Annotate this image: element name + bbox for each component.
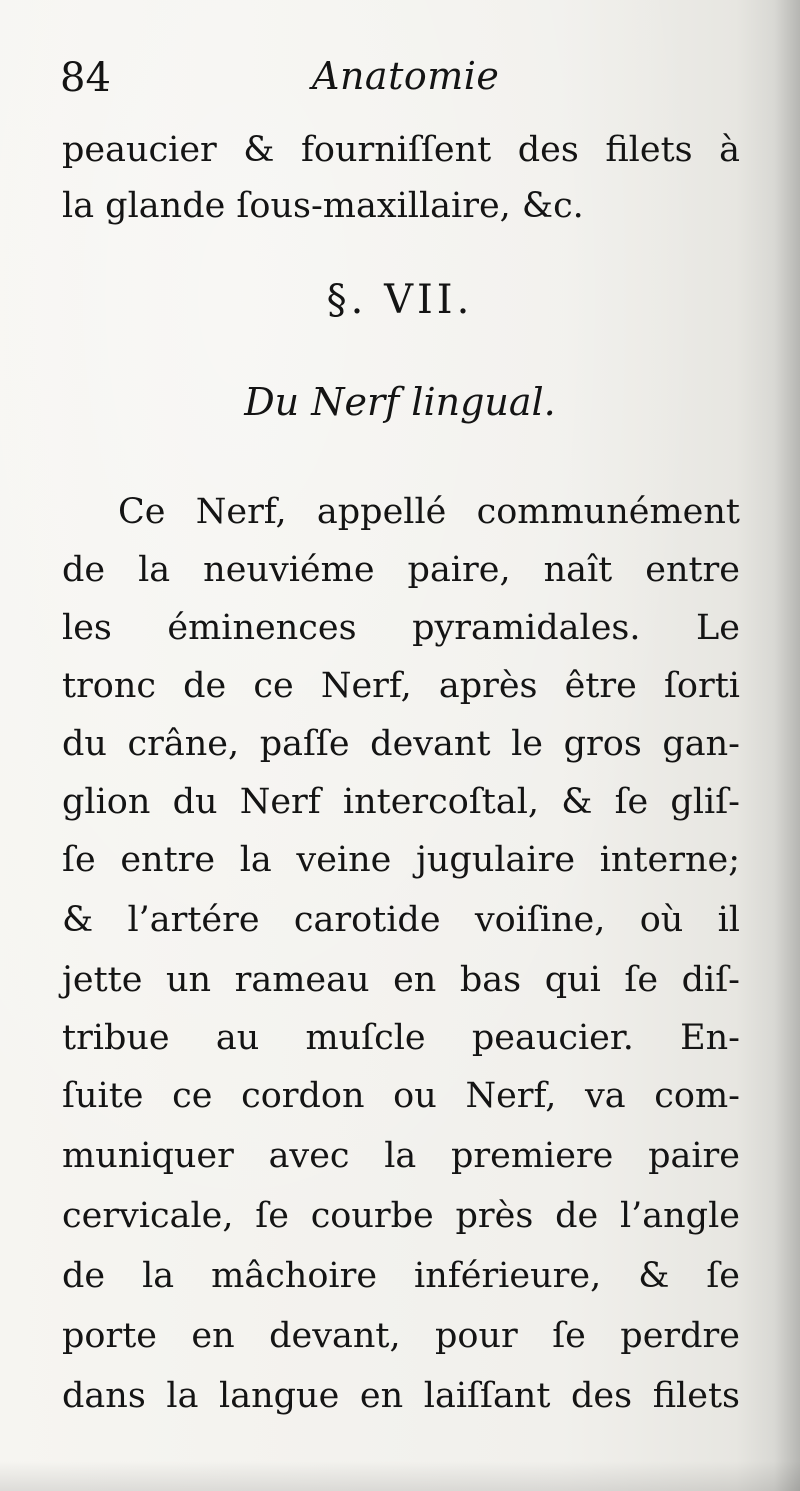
body-line: cervicale, ſe courbe près de l’angle [62,1196,740,1236]
body-line: tronc de ce Nerf, après être ſorti [62,666,740,706]
body-line: & l’artére carotide voiſine, où il [62,900,740,940]
body-line: dans la langue en laiſſant des filets [62,1376,740,1416]
body-line: ſuite ce cordon ou Nerf, va com- [62,1076,740,1116]
page-edge-shadow [774,0,800,1491]
body-line: les éminences pyramidales. Le [62,608,740,648]
running-title: Anatomie [312,54,500,98]
carryover-line: peaucier & fourniſſent des filets à [62,130,740,170]
body-line: jette un rameau en bas qui ſe diſ- [62,960,740,1000]
body-line: tribue au muſcle peaucier. En- [62,1018,740,1058]
section-title: Du Nerf lingual. [244,380,556,424]
body-line: Ce Nerf, appellé communément [118,492,740,532]
page-bottom-shadow [0,1461,800,1491]
body-line: du crâne, paſſe devant le gros gan- [62,724,740,764]
body-line: glion du Nerf intercoſtal, & ſe gliſ- [62,782,740,822]
body-line: porte en devant, pour ſe perdre [62,1316,740,1356]
carryover-line: la glande ſous-maxillaire, &c. [62,186,584,226]
body-line: ſe entre la veine jugulaire interne; [62,840,740,880]
page-number: 84 [60,55,111,101]
body-line: de la neuviéme paire, naît entre [62,550,740,590]
body-line: de la mâchoire inférieure, & ſe [62,1256,740,1296]
body-line: muniquer avec la premiere paire [62,1136,740,1176]
section-number: §. VII. [326,277,474,323]
